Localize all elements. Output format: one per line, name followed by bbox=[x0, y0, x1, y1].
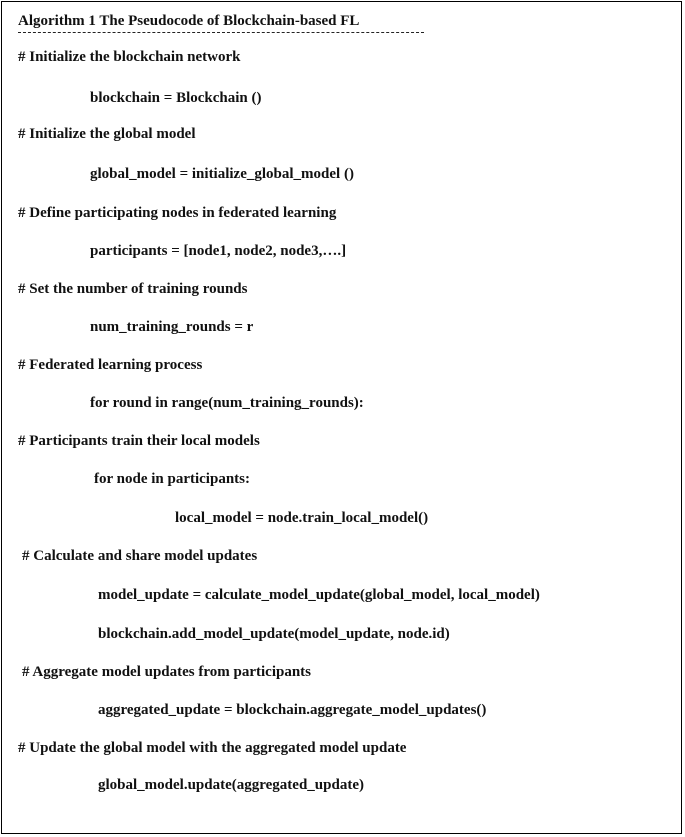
comment-init-global-model: # Initialize the global model bbox=[18, 126, 196, 142]
code-for-node: for node in participants: bbox=[94, 471, 250, 487]
code-global-model-init: global_model = initialize_global_model () bbox=[90, 166, 354, 182]
code-participants: participants = [node1, node2, node3,….] bbox=[90, 243, 347, 259]
comment-train-local: # Participants train their local models bbox=[18, 433, 260, 449]
code-model-update: model_update = calculate_model_update(global_model, local_model) bbox=[98, 587, 540, 603]
code-global-model-update: global_model.update(aggregated_update) bbox=[98, 777, 364, 793]
code-num-training-rounds: num_training_rounds = r bbox=[90, 319, 254, 335]
algorithm-title: Algorithm 1 The Pseudocode of Blockchain-based FL bbox=[18, 13, 360, 29]
comment-init-blockchain: # Initialize the blockchain network bbox=[18, 49, 241, 65]
title-divider bbox=[18, 32, 424, 33]
comment-calc-share: # Calculate and share model updates bbox=[22, 548, 258, 564]
code-local-model: local_model = node.train_local_model() bbox=[175, 510, 429, 526]
comment-update-global: # Update the global model with the aggregated model update bbox=[18, 740, 407, 756]
code-for-round: for round in range(num_training_rounds): bbox=[90, 395, 364, 411]
comment-define-participants: # Define participating nodes in federated learning bbox=[18, 205, 337, 221]
code-aggregated-update: aggregated_update = blockchain.aggregate_model_updates() bbox=[98, 702, 487, 718]
comment-training-rounds: # Set the number of training rounds bbox=[18, 281, 248, 297]
comment-fl-process: # Federated learning process bbox=[18, 357, 203, 373]
code-add-model-update: blockchain.add_model_update(model_update, node.id) bbox=[98, 626, 450, 642]
code-blockchain-init: blockchain = Blockchain () bbox=[90, 90, 262, 106]
comment-aggregate: # Aggregate model updates from participants bbox=[22, 664, 312, 680]
algorithm-box bbox=[1, 1, 682, 834]
